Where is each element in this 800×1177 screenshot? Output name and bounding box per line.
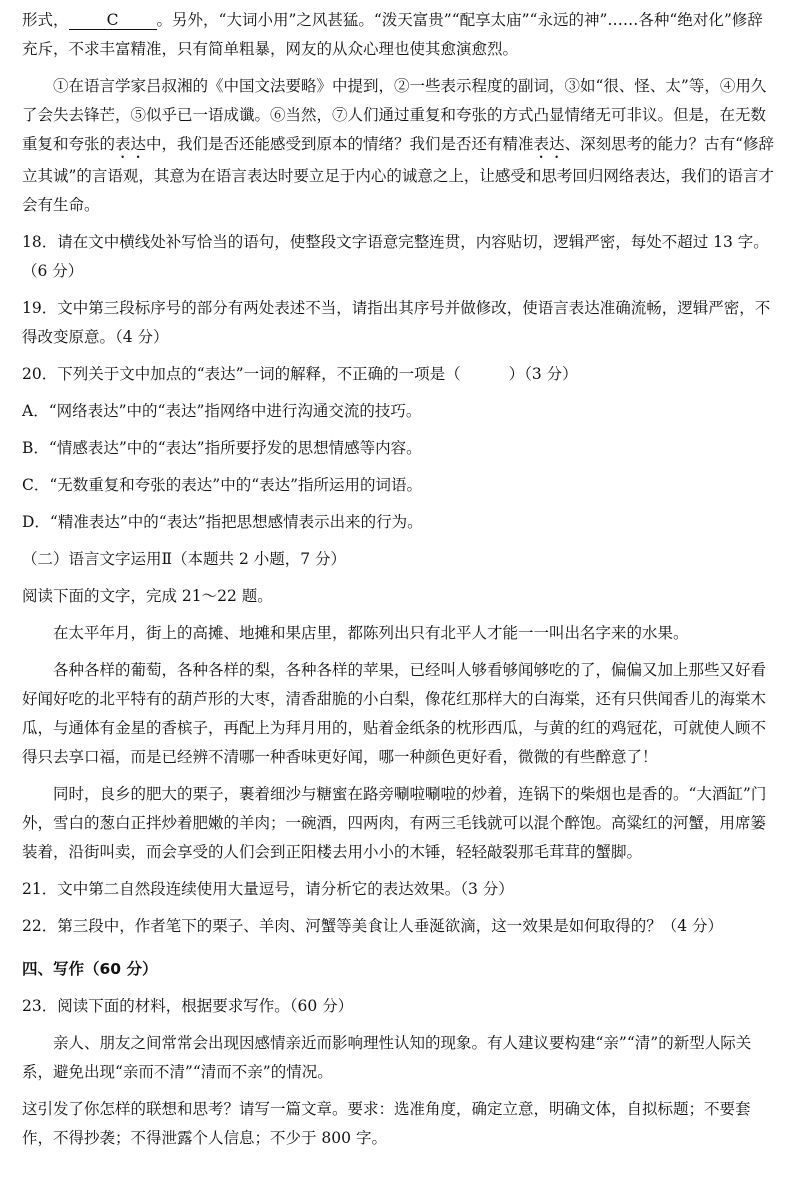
question-23: 23．阅读下面的材料，根据要求写作。（60 分） bbox=[22, 997, 354, 1015]
option-b: B．“情感表达”中的“表达”指所要抒发的思想情感等内容。 bbox=[22, 439, 422, 457]
question-22: 22．第三段中，作者笔下的栗子、羊肉、河蟹等美食让人垂涎欲滴，这一效果是如何取得的？（4 分） bbox=[22, 917, 724, 935]
dotted-word-biaoda-2: 表达 bbox=[533, 135, 565, 153]
answer-blank: C bbox=[69, 11, 157, 30]
writing-material: 亲人、朋友之间常常会出现因感情亲近而影响理性认知的现象。有人建议要构建“亲”“清”的新型人际关系，避免出现“亲而不清”“清而不亲”的情况。 bbox=[22, 1034, 752, 1081]
intro-text-start: 形式， bbox=[22, 11, 69, 29]
passage-paragraph-1: 在太平年月，街上的高摊、地摊和果店里，都陈列出只有北平人才能一一叫出名字来的水果。 bbox=[53, 624, 689, 642]
passage-paragraph-2: 各种各样的葡萄，各种各样的梨，各种各样的苹果，已经叫人够看够闻够吃的了，偏偏又加上那些又好看好闻好吃的北平特有的葫芦形的大枣，清香甜脆的小白梨，像花红那样大的白海棠，还有只供闻香儿的海棠木瓜，与通体有金星的香槟子，再配上为拜月用的，贴着金纸条的枕形西瓜，与黄的红的鸡冠花，可就使人顾不得只去享口福，而是已经辨不清哪一种香味更好闻，哪一种颜色更好看，微微的有些醉意了！ bbox=[22, 661, 767, 766]
writing-requirement: 这引发了你怎样的联想和思考？请写一篇文章。要求：选准角度，确定立意，明确文体，自拟标题；不要套作，不得抄袭；不得泄露个人信息；不少于 800 字。 bbox=[22, 1100, 751, 1147]
third-paragraph-part2: 中，我们是否还能感受到原本的情绪？我们是否还有精准 bbox=[146, 135, 534, 153]
option-a: A．“网络表达”中的“表达”指网络中进行沟通交流的技巧。 bbox=[22, 402, 422, 420]
option-c: C．“无数重复和夸张的表达”中的“表达”指所运用的词语。 bbox=[22, 476, 423, 494]
third-paragraph-part1: ①在语言学家吕叔湘的《中国文法要略》中提到，②一些表示程度的副词，③如“很、怪、太”等，④用久了会失去锋芒，⑤似乎已一语成谶。⑥当然，⑦人们通过重复和夸张的方式凸显情绪无可非议。但是，在无数重复和夸张的 bbox=[22, 77, 767, 153]
question-20-score: ）（3 分） bbox=[508, 365, 578, 383]
intro-text-end: 。另外，“大词小用”之风甚猛。“泼天富贵”“配享太庙”“永远的神”……各种“绝对化”修辞充斥，不求丰富精准，只有简单粗暴，网友的从众心理也使其愈演愈烈。 bbox=[22, 11, 763, 58]
third-paragraph bbox=[22, 72, 778, 220]
section-4-title: 四、写作（60 分） bbox=[22, 960, 158, 978]
section-2-instruction: 阅读下面的文字，完成 21～22 题。 bbox=[22, 587, 273, 605]
third-paragraph-part3: 、深刻思考的能力？古有“修辞立其诚”的言语观，其意为在语言表达时要立足于内心的诚意之上，让感受和思考回归网络表达，我们的语言才会有生命。 bbox=[22, 135, 774, 214]
question-19: 19．文中第三段标序号的部分有两处表述不当，请指出其序号并做修改，使语言表达准确流畅，逻辑严密，不得改变原意。（4 分） bbox=[22, 299, 771, 346]
question-21: 21．文中第二自然段连续使用大量逗号，请分析它的表达效果。（3 分） bbox=[22, 880, 514, 898]
question-20-stem: 20．下列关于文中加点的“表达”一词的解释，不正确的一项是（ bbox=[22, 365, 461, 383]
section-2-title: （二）语言文字运用Ⅱ（本题共 2 小题，7 分） bbox=[22, 550, 347, 568]
question-20 bbox=[22, 360, 778, 389]
question-18: 18．请在文中横线处补写恰当的语句，使整段文字语意完整连贯，内容贴切，逻辑严密，每处不超过 13 字。（6 分） bbox=[22, 233, 769, 280]
option-d: D．“精准表达”中的“表达”指把思想感情表示出来的行为。 bbox=[22, 513, 423, 531]
intro-paragraph bbox=[22, 6, 778, 64]
dotted-word-biaoda-1: 表达 bbox=[115, 135, 147, 153]
passage-paragraph-3: 同时，良乡的肥大的栗子，裹着细沙与糖蜜在路旁唰啦唰啦的炒着，连锅下的柴烟也是香的。“大酒缸”门外，雪白的葱白正拌炒着肥嫩的羊肉；一碗酒，四两肉，有两三毛钱就可以混个醉饱。高粱红的河蟹，用席篓装着，沿街叫卖，而会享受的人们会到正阳楼去用小小的木锤，轻轻敲裂那毛茸茸的蟹脚。 bbox=[22, 785, 767, 861]
